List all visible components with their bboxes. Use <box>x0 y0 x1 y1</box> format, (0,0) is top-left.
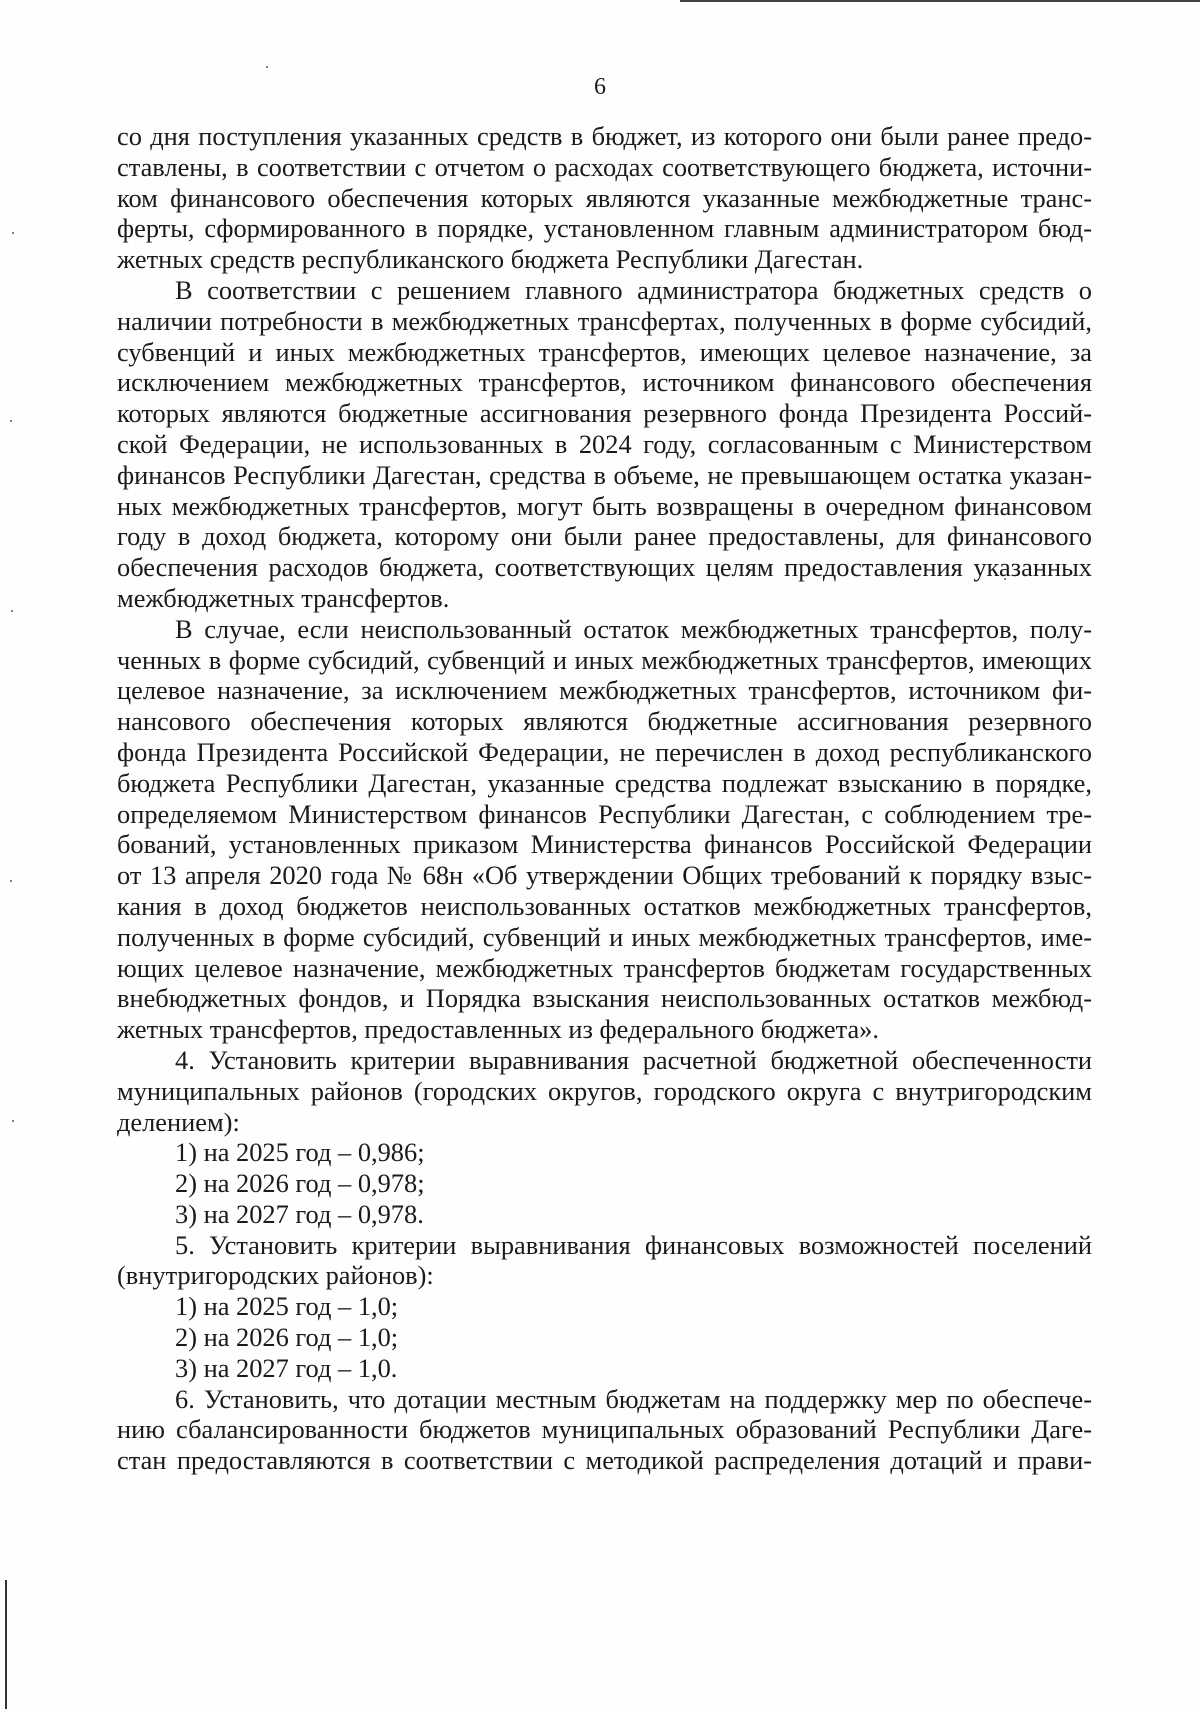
text-line: межбюджетных трансфертов. <box>117 582 450 613</box>
text-line: полученных в форме субсидий, субвенций и иных межбюджетных трансфертов, име- <box>117 921 1092 952</box>
scan-speck <box>11 610 13 612</box>
scan-speck <box>10 420 12 422</box>
text-line: ком финансового обеспечения которых являются указанные межбюджетные транс- <box>117 182 1092 213</box>
text-line: 3) на 2027 год – 1,0. <box>175 1352 398 1383</box>
text-line: определяемом Министерством финансов Республики Дагестан, с соблюдением тре- <box>117 798 1092 829</box>
scan-edge-left <box>5 1580 7 1709</box>
scan-speck <box>12 232 14 234</box>
document-body <box>117 121 1092 1476</box>
page-number: 6 <box>594 74 606 100</box>
text-line: В случае, если неиспользованный остаток межбюджетных трансфертов, полу- <box>175 613 1092 644</box>
text-line: ченных в форме субсидий, субвенций и иных межбюджетных трансфертов, имеющих <box>117 644 1092 675</box>
scan-speck <box>10 880 12 882</box>
text-line: со дня поступления указанных средств в бюджет, из которого они были ранее предо- <box>117 121 1092 151</box>
text-line: целевое назначение, за исключением межбюджетных трансфертов, источником фи- <box>117 675 1092 706</box>
text-line: 2) на 2026 год – 0,978; <box>175 1168 425 1199</box>
text-line: (внутригородских районов): <box>117 1260 434 1291</box>
text-line: стан предоставляются в соответствии с методикой распределения дотаций и прави- <box>117 1445 1092 1476</box>
text-line: 1) на 2025 год – 1,0; <box>175 1291 399 1322</box>
text-line: которых являются бюджетные ассигнования резервного фонда Президента Россий- <box>117 398 1092 429</box>
text-line: 4. Установить критерии выравнивания расчетной бюджетной обеспеченности <box>175 1044 1092 1075</box>
text-line: ющих целевое назначение, межбюджетных трансфертов бюджетам государственных <box>117 952 1092 983</box>
text-line: жетных трансфертов, предоставленных из федерального бюджета». <box>117 1014 879 1045</box>
text-line: наличии потребности в межбюджетных трансфертах, полученных в форме субсидий, <box>117 305 1092 336</box>
text-line: ставлены, в соответствии с отчетом о расходах соответствующего бюджета, источни- <box>117 151 1092 182</box>
text-line: ных межбюджетных трансфертов, могут быть возвращены в очередном финансовом <box>117 490 1092 521</box>
scan-speck <box>12 1120 14 1122</box>
text-line: исключением межбюджетных трансфертов, источником финансового обеспечения <box>117 367 1092 398</box>
text-line: нансового обеспечения которых являются бюджетные ассигнования резервного <box>117 706 1092 737</box>
text-line: жетных средств республиканского бюджета Республики Дагестан. <box>117 244 864 275</box>
text-line: В соответствии с решением главного администратора бюджетных средств о <box>175 274 1092 305</box>
text-line: 1) на 2025 год – 0,986; <box>175 1137 425 1168</box>
text-line: ской Федерации, не использованных в 2024 году, согласованным с Министерством <box>117 428 1092 459</box>
text-line: обеспечения расходов бюджета, соответствующих целям предоставления указанных <box>117 552 1092 583</box>
text-line: от 13 апреля 2020 года № 68н «Об утверждении Общих требований к порядку взыс- <box>117 860 1092 891</box>
text-line: 2) на 2026 год – 1,0; <box>175 1322 399 1353</box>
scan-speck <box>266 66 268 68</box>
text-line: 3) на 2027 год – 0,978. <box>175 1198 424 1229</box>
text-line: ферты, сформированного в порядке, установленном главным администратором бюд- <box>117 213 1092 244</box>
text-line: нию сбалансированности бюджетов муниципальных образований Республики Даге- <box>117 1414 1092 1445</box>
text-line: 5. Установить критерии выравнивания финансовых возможностей поселений <box>175 1229 1092 1260</box>
text-line: делением): <box>117 1106 240 1137</box>
text-line: бюджета Республики Дагестан, указанные средства подлежат взысканию в порядке, <box>117 767 1092 798</box>
text-line: 6. Установить, что дотации местным бюджетам на поддержку мер по обеспече- <box>175 1383 1092 1414</box>
text-line: году в доход бюджета, которому они были ранее предоставлены, для финансового <box>117 521 1092 552</box>
text-line: кания в доход бюджетов неиспользованных остатков межбюджетных трансфертов, <box>117 890 1092 921</box>
text-line: финансов Республики Дагестан, средства в объеме, не превышающем остатка указан- <box>117 459 1092 490</box>
text-line: муниципальных районов (городских округов, городского округа с внутригородским <box>117 1075 1092 1106</box>
text-line: внебюджетных фондов, и Порядка взыскания неиспользованных остатков межбюд- <box>117 983 1092 1014</box>
scan-edge-top <box>680 0 1200 2</box>
text-line: бований, установленных приказом Министерства финансов Российской Федерации <box>117 829 1092 860</box>
text-line: фонда Президента Российской Федерации, не перечислен в доход республиканского <box>117 736 1092 767</box>
text-line: субвенций и иных межбюджетных трансфертов, имеющих целевое назначение, за <box>117 336 1092 367</box>
